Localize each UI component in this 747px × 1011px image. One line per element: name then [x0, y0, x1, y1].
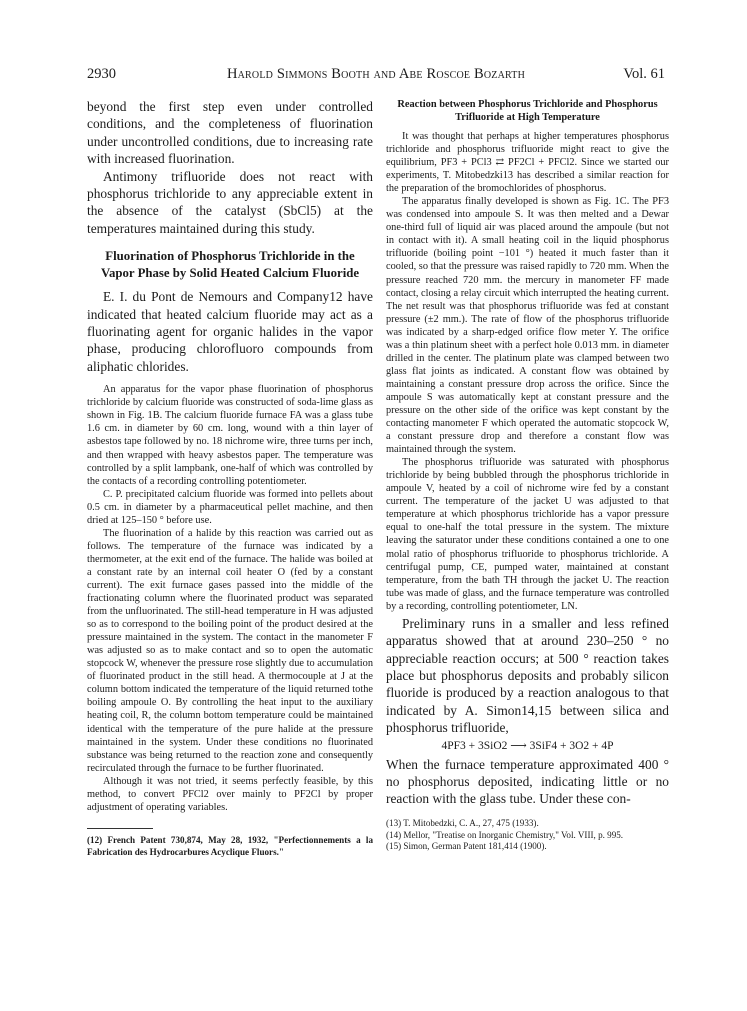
footnote-divider	[87, 828, 153, 829]
footnote-14: (14) Mellor, "Treatise on Inorganic Chemistry," Vol. VIII, p. 995.	[386, 829, 624, 840]
apparatus-paragraph: An apparatus for the vapor phase fluorination of phosphorus trichloride by calcium fluoride was constructed of soda-lime glass as shown in Fig. 1B. The calcium fluoride furnace FA was a glass tube 1.6 cm. in diameter by 60 cm. long, wound with a thin layer of asbestos tape followed by no. 18 nichrome wire, three turns per inch, and then wrapped with heavy asbestos paper. The temperature was controlled by a split lampbank, one-half of which was controlled by the contacts of a recording controlling potentiometer.	[87, 384, 373, 487]
volume-label: Vol. 61	[623, 66, 665, 82]
preliminary-paragraph: Preliminary runs in a smaller and less refined apparatus showed that at around 230–250 ° no appreciable reaction occurs; at 500 ° reaction takes place but phosphorus deposits and probably silicon fluoride is produced by a reaction analogous to that indicated by A. Simon14,15 between silica and phosphorus trifluoride,	[386, 615, 669, 736]
intro-paragraph: beyond the first step even under controlled conditions, and the completeness of fluorination under uncontrolled conditions, due to increasing rate with increased fluorination.	[87, 99, 373, 167]
apparatus-description-paragraph: The apparatus finally developed is shown as Fig. 1C. The PF3 was condensed into ampoule S. It was then melted and a Dewar one-third full of liquid air was placed around the ampoule (but not in contact with it). A small heating coil in the liquid phosphorus trifluoride (boiling point −101 °) heated it much faster than it cooled, so that the pressure was raised rapidly to 720 mm. When the pressure reached 720 mm. the mercury in manometer FF made contact, closing a relay circuit which interrupted the heating current. The net result was that phosphorus trifluoride was fed at constant pressure (±2 mm.). The rate of flow of the phosphorus trifluoride was indicated by a sharp-edged orifice flow meter Y. The orifice was a thin platinum sheet with a perfect hole 0.013 mm. in diameter drilled in the center. The platinum plate was clamped between two glass flat joints as indicated. A constant flow was obtained by maintaining a constant pressure drop across the orifice. Since the ampoule S was automatically kept at constant pressure and the pressure on the other side of the orifice was kept constant by the contacting manometer F which operated the automatic stopcock W, a constant pressure drop and therefore a constant flow was maintained through the system.	[386, 196, 669, 456]
running-header	[87, 66, 665, 86]
footnote-13: (13) T. Mitobedzki, C. A., 27, 475 (1933).	[386, 817, 539, 828]
antimony-paragraph: Antimony trifluoride does not react with phosphorus trichloride to any appreciable extent in the absence of the catalyst (SbCl5) at the temperatures maintained during this study.	[87, 168, 373, 236]
section-heading-calcium-fluoride: Fluorination of Phosphorus Trichloride in the Vapor Phase by Solid Heated Calcium Fluoride	[100, 249, 360, 280]
left-column	[87, 98, 373, 858]
although-paragraph: Although it was not tried, it seems perfectly feasible, by this method, to convert PFCl2 over mainly to PF2Cl by proper adjustment of operating variables.	[87, 775, 373, 813]
when-paragraph: When the furnace temperature approximated 400 ° no phosphorus deposited, indicating little or no reaction with the glass tube. Under these con-	[386, 756, 669, 807]
dupont-paragraph: E. I. du Pont de Nemours and Company12 have indicated that heated calcium fluoride may act as a fluorinating agent for organic halides in the vapor phase, producing chlorofluoro compounds from aliphatic chlorides.	[87, 289, 373, 374]
section-heading-high-temperature: Reaction between Phosphorus Trichloride and Phosphorus Trifluoride at High Temperature	[397, 99, 658, 123]
footnote-12: (12) French Patent 730,874, May 28, 1932, "Perfectionnements a la Fabrication des Hydrocarbures Acyclique Fluors."	[87, 834, 373, 857]
running-title: Harold Simmons Booth and Abe Roscoe Bozarth	[226, 66, 526, 82]
cp-paragraph: C. P. precipitated calcium fluoride was formed into pellets about 0.5 cm. in diameter by a pharmaceutical pellet machine, and then dried at 125–150 ° before use.	[87, 488, 373, 526]
page-number: 2930	[87, 66, 116, 82]
fluorination-paragraph: The fluorination of a halide by this reaction was carried out as follows. The temperature of the furnace was indicated by a thermometer, at the exit end of the furnace. The halide was boiled at a constant rate by an internal coil heater O (fed by a constant current). The exit furnace gases passed into the middle of the fractionating column where the fluorinated product was separated from the unfluorinated. The still-head temperature in H was adjusted so as to correspond to the boiling point of the product desired at the pressure maintained in the system. The contact in the manometer F was adjusted so as to make contact and so to open the automatic stopcock W, whenever the pressure rose slightly due to accumulation of fluorinated product in the still head. A thermocouple at J at the column bottom indicated the temperature of the liquid returned tothe boiling ampoule O. By controlling the heat input to the auxiliary heating coil, R, the column bottom temperature could be maintained identical with the temperature of the pure halide at the pressure maintained in the system. Under these conditions no fluorinated substance was being returned to the reaction zone and consequently recirculated through the furnace to be further fluorinated.	[87, 527, 373, 774]
footnotes	[386, 818, 669, 853]
right-column	[386, 98, 669, 853]
reaction-equation: 4PF3 + 3SiO2 ⟶ 3SiF4 + 3O2 + 4P	[441, 739, 614, 752]
footnote-15: (15) Simon, German Patent 181,414 (1900).	[386, 841, 547, 852]
thought-paragraph: It was thought that perhaps at higher temperatures phosphorus trichloride and phosphorus trifluoride might react to give the equilibrium, PF3 + PCl3 ⇄ PF2Cl + PFCl2. Since we started our experiments, T. Mitobedzki13 has described a similar reaction for the preparation of the bromochlorides of phosphorus.	[386, 131, 669, 195]
saturated-paragraph: The phosphorus trifluoride was saturated with phosphorus trichloride by being bubbled through the phosphorus trichloride in ampoule V, heated by a coil of nichrome wire fed by a constant current. The temperature of the jacket U was adjusted to that temperature at which phosphorus trichloride has a vapor pressure equal to one-half the total pressure in the system. The mixture leaving the saturator under these conditions contained a one to one molal ratio of phosphorus trifluoride to phosphorus trichloride. A centrifugal pump, CE, pumped water, maintained at constant temperature, from the bath TH through the jacket U. The reaction tube was made of glass, and the furnace temperature was controlled by a recording, controlling potentiometer, LN.	[386, 457, 669, 612]
